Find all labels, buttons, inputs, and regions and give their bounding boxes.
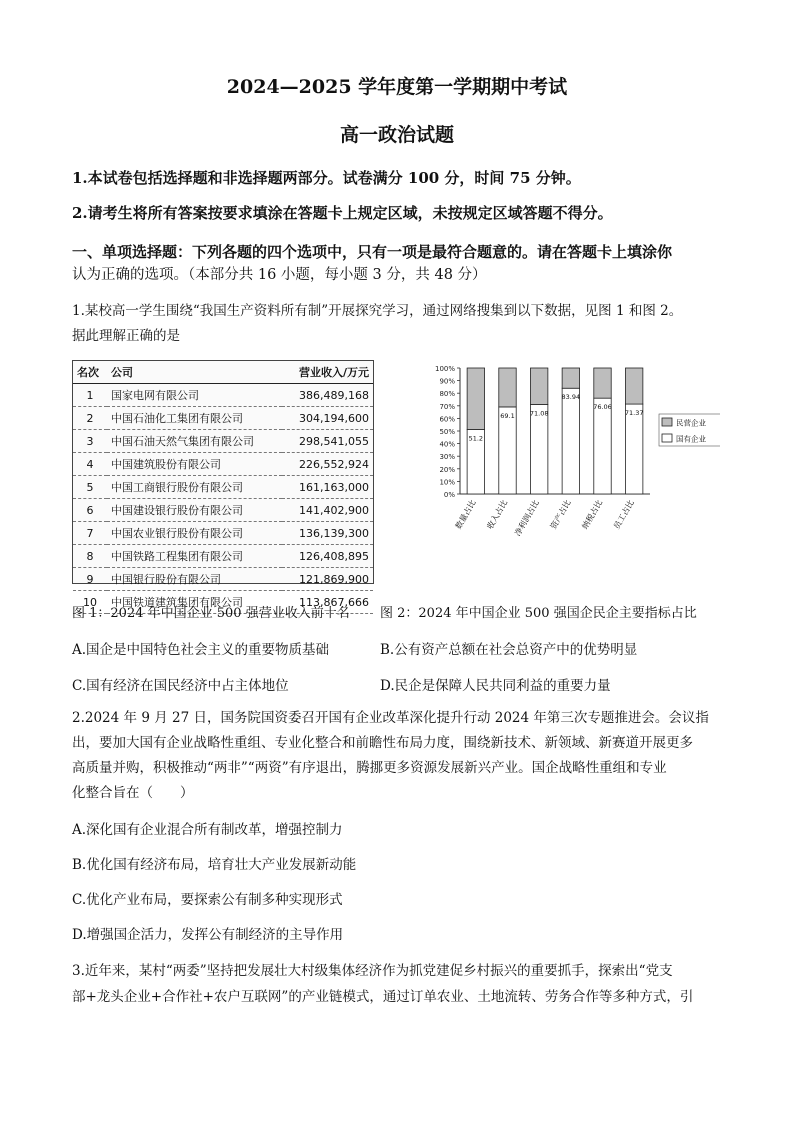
- q2-option-d: D.增强国企活力，发挥公有制经济的主导作用: [72, 927, 344, 943]
- y-tick-label: 60%: [439, 415, 455, 424]
- q2-option-b: B.优化国有经济布局，培育壮大产业发展新动能: [72, 857, 357, 873]
- bar-segment-state-owned: [562, 388, 579, 494]
- q2-stem-line2: 出，要加大国有企业战略性重组、专业化整合和前瞻性布局力度，围绕新技术、新领域、新赛道开展更多: [72, 735, 693, 751]
- x-category-label: 收入占比: [485, 498, 510, 531]
- legend-label: 国有企业: [676, 434, 706, 444]
- bar-segment-private: [530, 368, 547, 404]
- table-row: [73, 499, 373, 522]
- q2-stem-line1: 2.2024 年 9 月 27 日，国务院国资委召开国有企业改革深化提升行动 2024 年第三次专题推进会。会议指: [72, 710, 709, 726]
- revenue-cell: 226,552,924: [282, 453, 373, 476]
- bar-segment-state-owned: [625, 404, 642, 494]
- revenue-cell: 141,402,900: [282, 499, 373, 522]
- y-tick-label: 100%: [434, 365, 455, 373]
- revenue-cell: 386,489,168: [282, 384, 373, 407]
- revenue-cell: 304,194,600: [282, 407, 373, 430]
- x-category-label: 员工占比: [612, 498, 636, 531]
- x-category-label: 数量占比: [453, 498, 478, 531]
- figure-2-caption: 图 2：2024 年中国企业 500 强国企民企主要指标占比: [380, 606, 697, 621]
- table-row: [73, 407, 373, 430]
- y-tick-label: 0%: [443, 491, 455, 499]
- bar-value-label: 71.37: [624, 409, 644, 418]
- company-cell: 中国铁路工程集团有限公司: [107, 545, 282, 568]
- revenue-cell: 298,541,055: [282, 430, 373, 453]
- rank-cell: 8: [73, 545, 107, 568]
- rank-cell: 2: [73, 407, 107, 430]
- x-category-label: 纳税占比: [580, 498, 605, 531]
- company-cell: 中国农业银行股份有限公司: [107, 522, 282, 545]
- rank-cell: 10: [73, 591, 107, 614]
- q3-stem-line1: 3.近年来，某村“两委”坚持把发展壮大村级集体经济作为抓党建促乡村振兴的重要抓手，探索出“党支: [72, 963, 673, 979]
- q2-stem-line3: 高质量并购，积极推动“两非”“两资”有序退出，腾挪更多资源发展新兴产业。国企战略性重组和专业: [72, 760, 667, 776]
- y-tick-label: 40%: [439, 440, 455, 449]
- q2-option-c: C.优化产业布局，要探索公有制多种实现形式: [72, 892, 343, 908]
- y-tick-label: 50%: [439, 428, 455, 436]
- bar-value-label: 76.06: [593, 403, 612, 412]
- legend-swatch: [662, 418, 672, 426]
- x-category-label: 净利润占比: [513, 498, 541, 538]
- y-tick-label: 70%: [439, 402, 455, 411]
- table-header-revenue: 营业收入/万元: [282, 361, 373, 384]
- revenue-cell: 161,163,000: [282, 476, 373, 499]
- stacked-bar-chart: [420, 360, 720, 582]
- y-tick-label: 90%: [439, 377, 455, 386]
- bar-value-label: 69.1: [500, 411, 515, 420]
- company-cell: 中国建设银行股份有限公司: [107, 499, 282, 522]
- revenue-cell: 121,869,900: [282, 568, 373, 591]
- company-cell: 中国银行股份有限公司: [107, 568, 282, 591]
- table-row: [73, 545, 373, 568]
- table-row: [73, 384, 373, 407]
- rank-cell: 1: [73, 384, 107, 407]
- instruction-2: 2.请考生将所有答案按要求填涂在答题卡上规定区域，未按规定区域答题不得分。: [72, 204, 613, 222]
- table-header-company: 公司: [107, 361, 282, 384]
- table-row: [73, 453, 373, 476]
- legend-swatch: [662, 434, 672, 442]
- bar-segment-state-owned: [499, 407, 516, 494]
- table-row: [73, 476, 373, 499]
- y-tick-label: 20%: [439, 465, 455, 474]
- bar-segment-private: [625, 368, 642, 404]
- company-cell: 中国铁道建筑集团有限公司: [107, 591, 282, 614]
- revenue-cell: 126,408,895: [282, 545, 373, 568]
- table-header-rank: 名次: [73, 361, 107, 384]
- y-tick-label: 10%: [439, 478, 455, 487]
- instruction-1: 1.本试卷包括选择题和非选择题两部分。试卷满分 100 分，时间 75 分钟。: [72, 169, 581, 187]
- bar-value-label: 83.94: [561, 393, 581, 402]
- company-cell: 中国工商银行股份有限公司: [107, 476, 282, 499]
- exam-title: 2024—2025 学年度第一学期期中考试: [226, 76, 568, 98]
- rank-cell: 9: [73, 568, 107, 591]
- rank-cell: 5: [73, 476, 107, 499]
- bar-value-label: 51.2: [468, 434, 484, 443]
- q2-stem-line4: 化整合旨在（ ）: [72, 785, 194, 801]
- exam-subtitle: 高一政治试题: [339, 124, 454, 146]
- rank-cell: 6: [73, 499, 107, 522]
- q1-stem-line1: 1.某校高一学生围绕“我国生产资料所有制”开展探究学习，通过网络搜集到以下数据，见图 1 和图 2。: [72, 303, 683, 319]
- y-tick-label: 80%: [439, 390, 455, 399]
- company-cell: 中国建筑股份有限公司: [107, 453, 282, 476]
- section-heading-line1: 一、单项选择题：下列各题的四个选项中，只有一项是最符合题意的。请在答题卡上填涂你: [72, 243, 673, 261]
- bar-segment-private: [562, 368, 579, 388]
- y-tick-label: 30%: [439, 453, 455, 462]
- rank-cell: 4: [73, 453, 107, 476]
- figure-2-chart: [420, 360, 720, 582]
- q1-stem-line2: 据此理解正确的是: [72, 328, 180, 344]
- bar-segment-state-owned: [530, 404, 547, 494]
- revenue-cell: 136,139,300: [282, 522, 373, 545]
- company-cell: 中国石油天然气集团有限公司: [107, 430, 282, 453]
- bar-segment-state-owned: [594, 398, 611, 494]
- company-cell: 中国石油化工集团有限公司: [107, 407, 282, 430]
- q1-option-a: A.国企是中国特色社会主义的重要物质基础: [72, 642, 330, 658]
- table-row: [73, 430, 373, 453]
- rank-cell: 7: [73, 522, 107, 545]
- table-row: [73, 568, 373, 591]
- bar-segment-private: [467, 368, 484, 429]
- rank-cell: 3: [73, 430, 107, 453]
- q1-option-d: D.民企是保障人民共同利益的重要力量: [380, 678, 611, 694]
- section-heading-line2: 认为正确的选项。（本部分共 16 小题，每小题 3 分，共 48 分）: [72, 267, 487, 283]
- x-category-label: 资产占比: [548, 498, 573, 531]
- revenue-cell: 113,867,666: [282, 591, 373, 614]
- bar-segment-private: [594, 368, 611, 398]
- figure-1-table: [72, 360, 374, 609]
- company-cell: 国家电网有限公司: [107, 384, 282, 407]
- q1-option-b: B.公有资产总额在社会总资产中的优势明显: [380, 642, 638, 658]
- legend-label: 民营企业: [676, 418, 706, 428]
- q3-stem-line2: 部+龙头企业+合作社+农户互联网”的产业链模式，通过订单农业、土地流转、劳务合作等多种方式，引: [72, 989, 694, 1005]
- q2-option-a: A.深化国有企业混合所有制改革，增强控制力: [72, 822, 343, 838]
- bar-segment-private: [499, 368, 516, 407]
- q1-option-c: C.国有经济在国民经济中占主体地位: [72, 678, 289, 694]
- figure-1-caption: 图 1：2024 年中国企业 500 强营业收入前十名: [72, 606, 350, 621]
- table-row: [73, 522, 373, 545]
- bar-value-label: 71.08: [529, 409, 549, 418]
